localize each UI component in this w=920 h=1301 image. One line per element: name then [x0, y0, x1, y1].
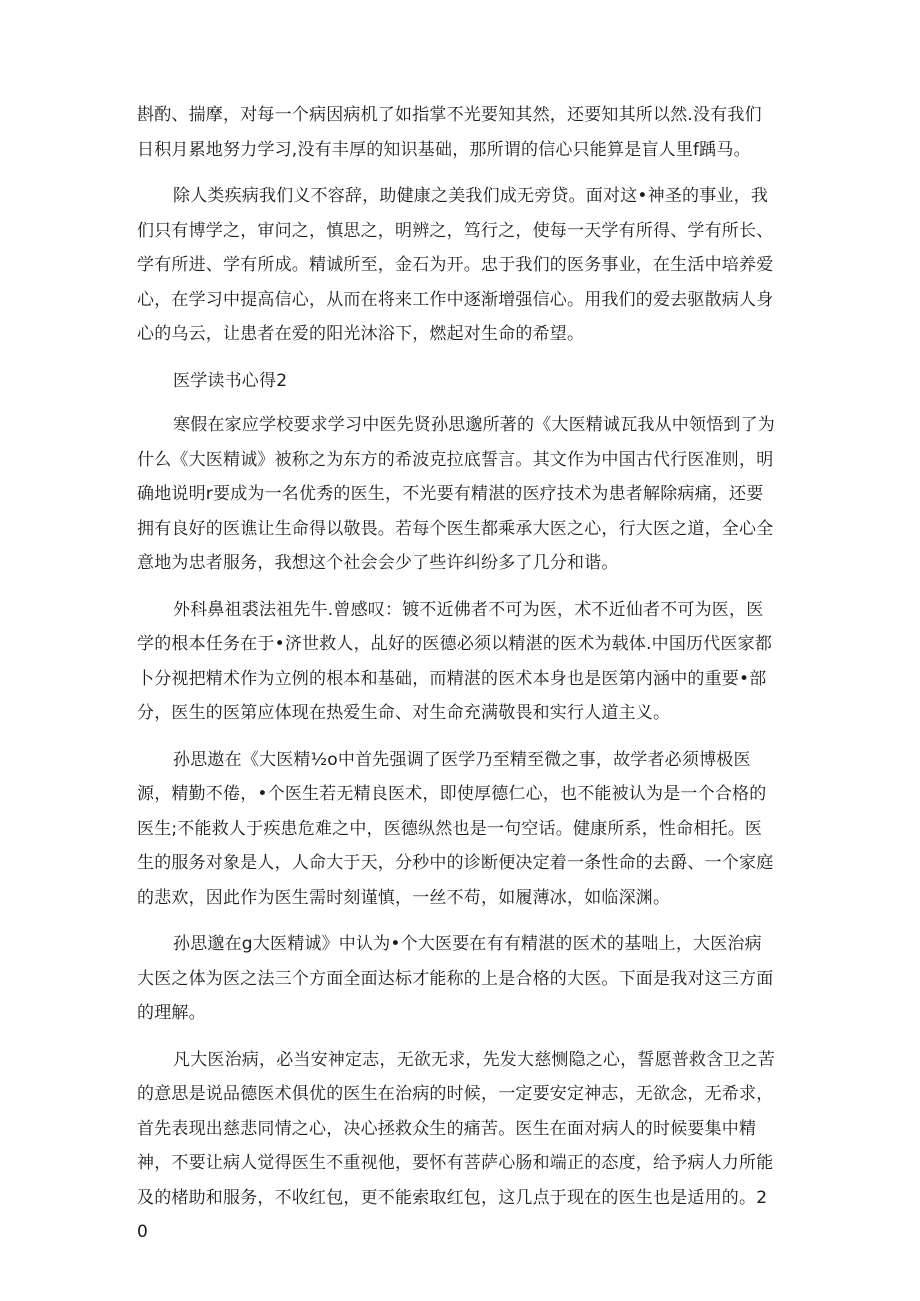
paragraph-skill: 孙思遨在《大医精½o中首先强调了医学乃至精至微之事，故学者必须博极医源，精勤不倦，•个医生若无精良医术，即使厚德仁心，也不能被认为是一个合格的医生;不能救人于疾患危难之中，医德纵然也是一句空话。健康所系，性命相托。医生的服务对象是人，人命大于天，分秒中的诊断便决定着一条性命的去爵、一个家庭的悲欢，因此作为医生需时刻谨慎，一丝不苟，如履薄冰，如临深渊。: [137, 749, 774, 908]
document-page: [137, 98, 777, 1262]
paragraph-three-aspects: 孙思邈在g大医精诚》中认为•个大医要在有有精湛的医术的基咄上，大医治病大医之体为医之法三个方面全面达标才能称的上是合格的大医。下面是我对这三方面的理解。: [137, 934, 774, 1023]
section-heading: 医学读书心得2: [173, 370, 288, 391]
paragraph-quote: 外科鼻祖裘法祖先牛.曾感叹：镀不近佛者不可为医，术不近仙者不可为医，医学的根本任务在于•济世救人，乩好的医德必须以精湛的医术为载体.中国历代医家都卜分视把精术作为立例的根本和基础，而精湛的医术本身也是医第内涵中的重要•部分，医生的医第应体现在热爱生命、对生命充满敬畏和实行人道主义。: [137, 599, 773, 723]
paragraph-continuation: 斟酌、揣摩，对每一个病因病机了如指掌不光要知其然，还要知其所以然.没有我们日积月累地努力学习,没有丰厚的知识基础，那所谓的信心只能算是盲人里f踽马。: [137, 105, 762, 160]
paragraph-treatment: 凡大医治病，必当安神定志，无欲无求，先发大慈恻隐之心，誓愿普救含卫之苦的意思是说品德医术俱优的医生在治病的时候，一定要安定神志，无欲念，无希求，首先表现出慈悲同情之心，决心拯救众生的痛苦。医生在面对病人的时候要集中精神，不要让病人觉得医生不重视他，要怀有菩萨心肠和端正的态度，给予病人力所能及的楮助和服务，不收红包，更不能索取红包，这几点于现在的医生也是适用的。20: [137, 1049, 775, 1242]
paragraph-duty: 除人类疾病我们义不容辞，助健康之美我们成无旁贷。面对这•神圣的事业，我们只有博学之，审问之，慎思之，明辨之，笃行之，使每一天学有所得、学有所长、学有所进、学有所成。精诚所至，金石为开。忠于我们的医务事业，在生活中培养爱心，在学习中提高信心，从而在将来工作中逐渐增强信心。用我们的爱去驱散病人身心的乌云，让患者在爱的阳光沐浴下，燃起对生命的希望。: [137, 186, 774, 344]
paragraph-intro: 寒假在家应学校要求学习中医先贤孙思邈所著的《大医精诚瓦我从中领悟到了为什么《大医精诚》被称之为东方的希波克拉底誓言。其文作为中国古代行医准则，明确地说明r要成为一名优秀的医生，不光要有精湛的医疗技术为患者解除病痛，还要拥有良好的医谯让生命得以敬畏。若每个医生都乘承大医之心，行大医之道，全心全意地为忠者服务，我想这个社会会少了些许纠纷多了几分和谐。: [137, 415, 775, 573]
